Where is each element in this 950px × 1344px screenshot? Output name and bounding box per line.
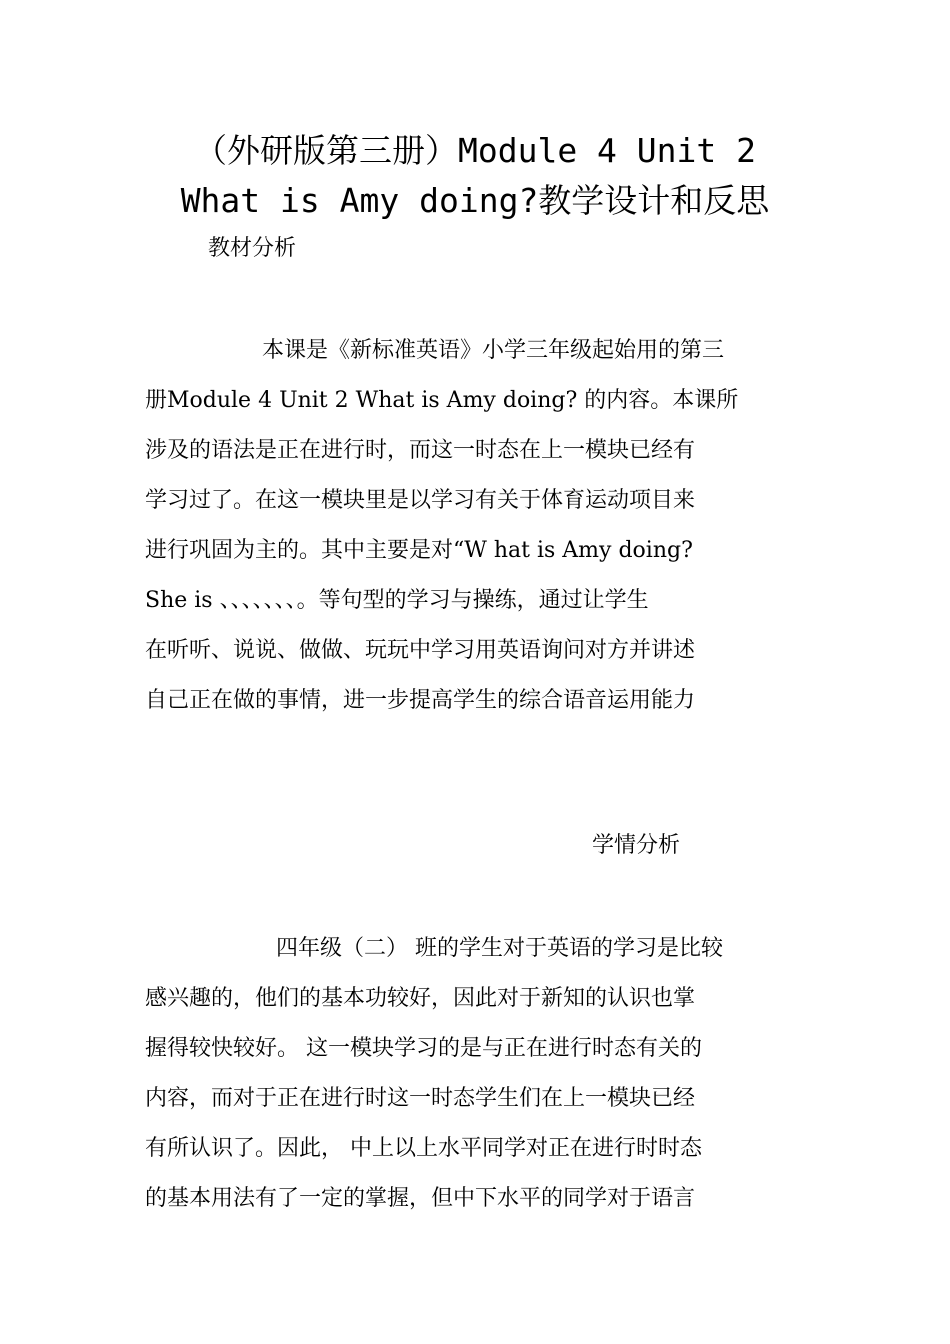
paragraph-line: 本课是《新标准英语》小学三年级起始用的第三 <box>262 338 725 363</box>
paragraph-line: 握得较快较好。 这一模块学习的是与正在进行时态有关的 <box>145 1036 702 1061</box>
paragraph-line: 涉及的语法是正在进行时，而这一时态在上一模块已经有 <box>145 438 696 463</box>
document-title-line-1: （外研版第三册）Module 4 Unit 2 <box>193 131 756 170</box>
paragraph-line: 进行巩固为主的。其中主要是对“W hat is Amy doing? <box>145 538 693 563</box>
paragraph-line: 自己正在做的事情，进一步提高学生的综合语音运用能力 <box>145 688 696 713</box>
paragraph-line: 四年级（二） 班的学生对于英语的学习是比较 <box>276 936 723 961</box>
section-heading-learner-analysis: 学情分析 <box>592 833 681 858</box>
paragraph-line: 的基本用法有了一定的掌握，但中下水平的同学对于语言 <box>145 1186 696 1211</box>
paragraph-line: 在听听、说说、做做、玩玩中学习用英语询问对方并讲述 <box>145 638 696 663</box>
paragraph-line: She is 、、、、、、、。等句型的学习与操练，通过让学生 <box>145 588 649 613</box>
section-heading-textbook-analysis: 教材分析 <box>208 236 297 261</box>
paragraph-line: 册Module 4 Unit 2 What is Amy doing? 的内容。本课所 <box>145 388 739 413</box>
document-title-line-2: What is Amy doing?教学设计和反思 <box>180 181 770 220</box>
paragraph-line: 学习过了。在这一模块里是以学习有关于体育运动项目来 <box>145 488 696 513</box>
paragraph-line: 有所认识了。因此， 中上以上水平同学对正在进行时时态 <box>145 1136 702 1161</box>
paragraph-line: 内容，而对于正在进行时这一时态学生们在上一模块已经 <box>145 1086 696 1111</box>
paragraph-line: 感兴趣的，他们的基本功较好，因此对于新知的认识也掌 <box>145 986 696 1011</box>
